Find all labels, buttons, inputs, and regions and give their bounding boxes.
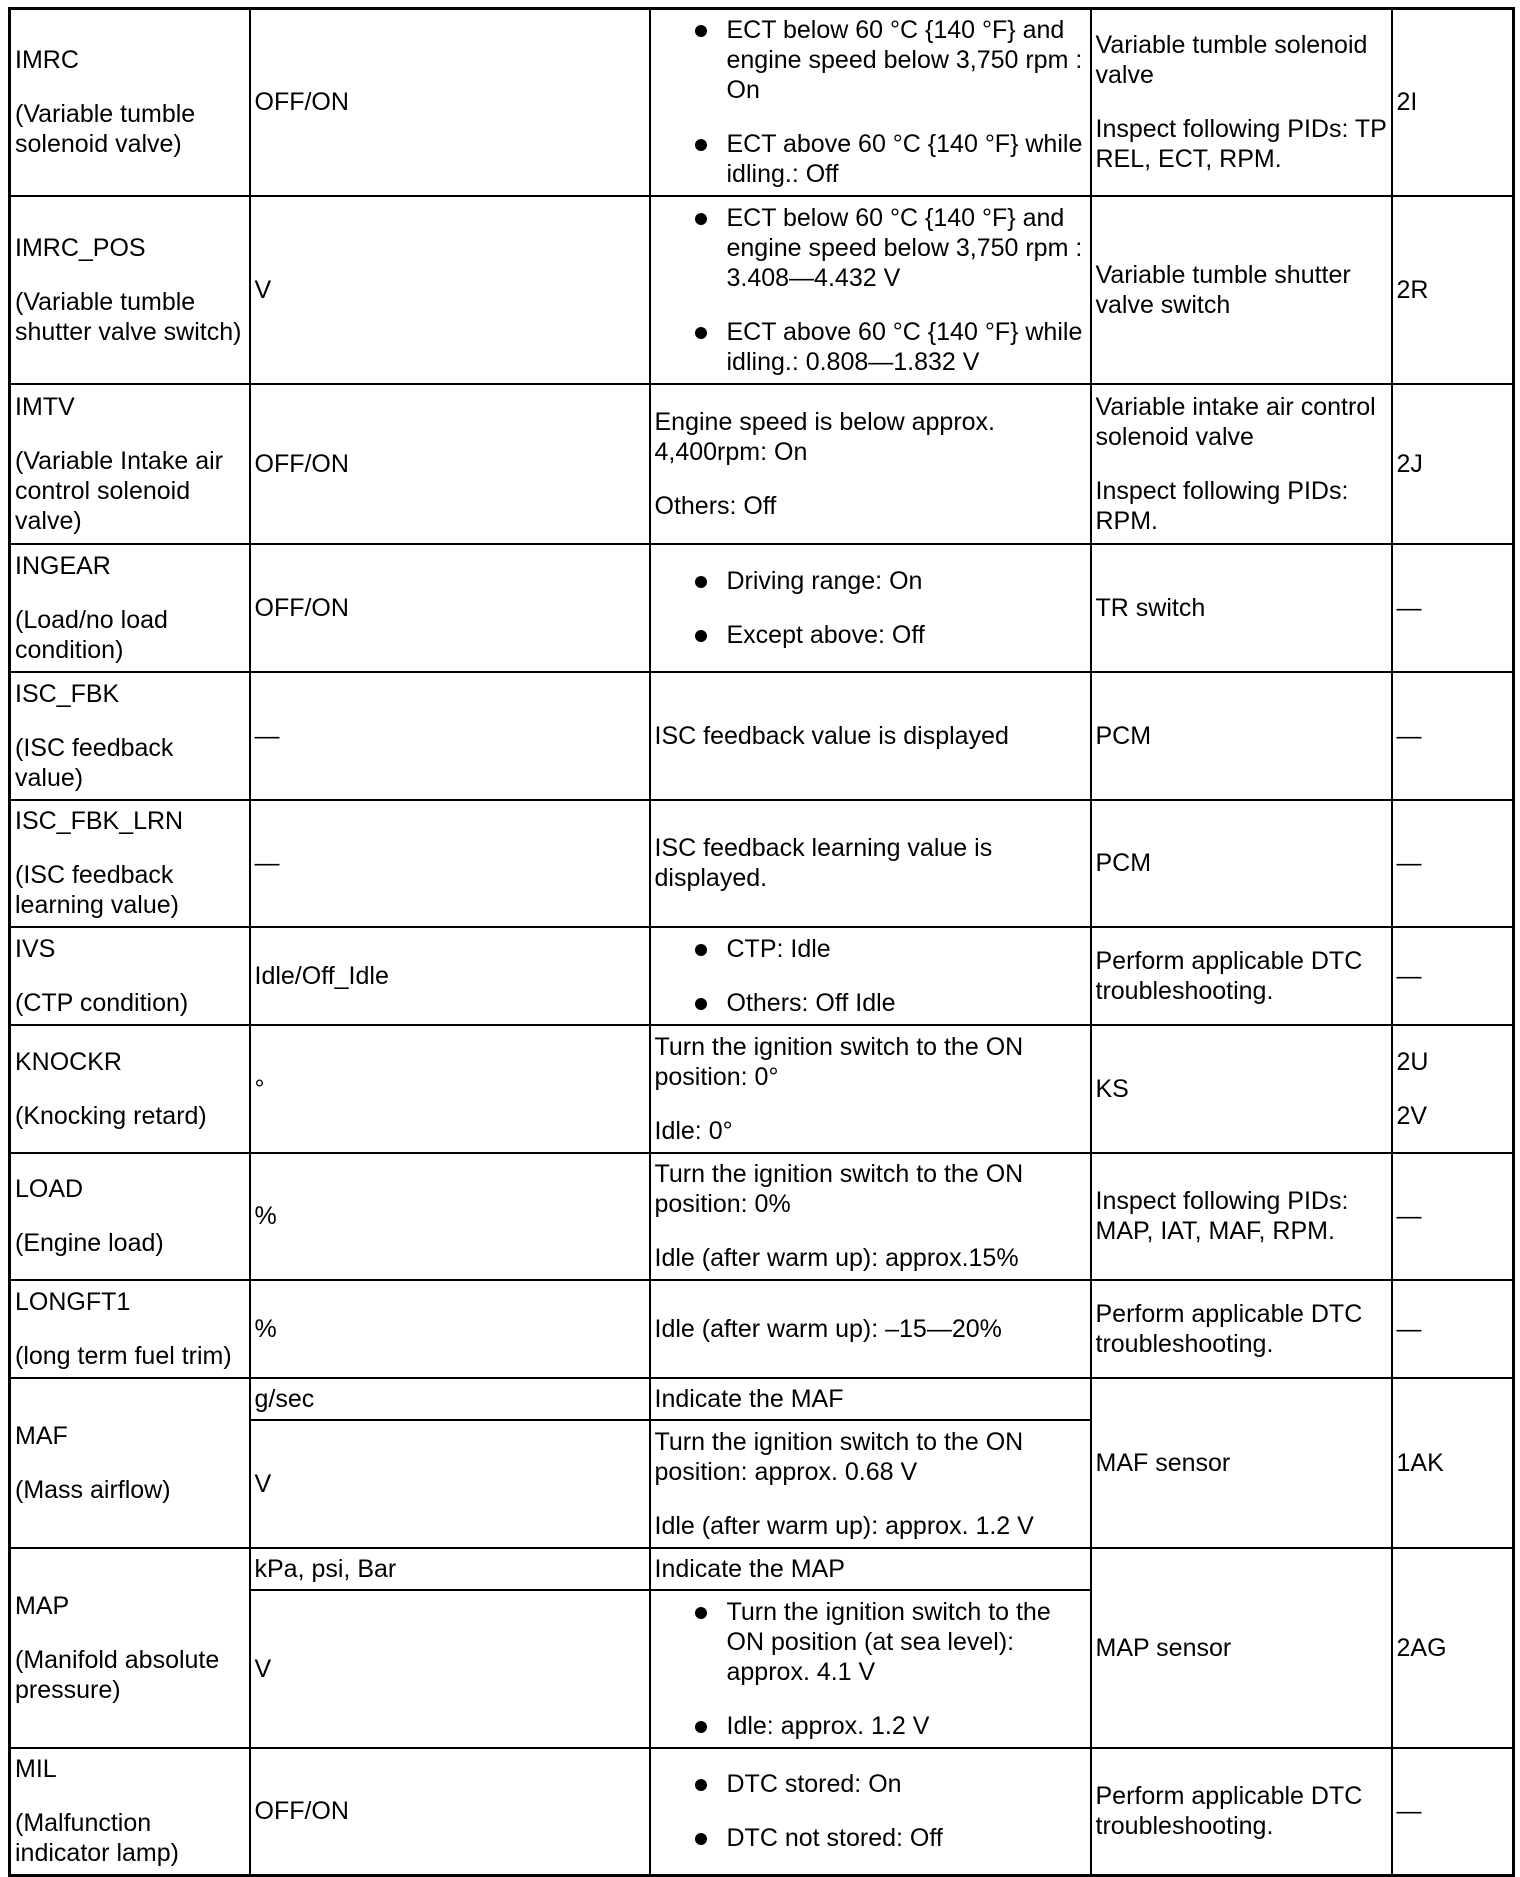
pid-description: (Variable tumble shutter valve switch) bbox=[15, 287, 242, 346]
pid-cell bbox=[10, 927, 250, 1025]
terminal-code: 2U bbox=[1396, 1047, 1429, 1076]
action-text: TR switch bbox=[1095, 593, 1206, 622]
pid-cell bbox=[10, 672, 250, 800]
condition-item: Driving range: On bbox=[727, 566, 1086, 596]
terminal-cell: 2I bbox=[1392, 9, 1514, 196]
condition-item: ECT below 60 °C {140 °F} and engine speed below 3,750 rpm : On bbox=[727, 15, 1086, 105]
action-cell bbox=[1091, 544, 1392, 672]
terminal-cell: 1AK bbox=[1392, 1378, 1514, 1548]
pid-table bbox=[8, 7, 1515, 1877]
unit-cell: ° bbox=[250, 1025, 650, 1153]
pid-description: (Load/no load condition) bbox=[15, 605, 168, 664]
condition-item: DTC not stored: Off bbox=[727, 1823, 1086, 1853]
pid-name: ISC_FBK_LRN bbox=[15, 807, 184, 835]
pid-name: MAF bbox=[15, 1421, 68, 1450]
condition-text: Turn the ignition switch to the ON position: 0% bbox=[654, 1160, 1024, 1218]
action-cell bbox=[1091, 672, 1392, 800]
condition-text: Idle (after warm up): approx.15% bbox=[654, 1244, 1019, 1272]
unit-cell: V bbox=[250, 196, 650, 384]
pid-description: (Engine load) bbox=[15, 1229, 164, 1257]
pid-description: (Knocking retard) bbox=[15, 1101, 207, 1130]
condition-text: Engine speed is below approx. 4,400rpm: On bbox=[654, 407, 996, 466]
action-text: Perform applicable DTC troubleshooting. bbox=[1095, 1299, 1363, 1358]
condition-item: Idle: approx. 1.2 V bbox=[727, 1711, 1086, 1741]
action-cell bbox=[1091, 1548, 1392, 1748]
pid-cell bbox=[10, 1748, 250, 1876]
condition-item: ECT below 60 °C {140 °F} and engine speed below 3,750 rpm : 3.408—4.432 V bbox=[727, 203, 1086, 293]
action-cell bbox=[1091, 1025, 1392, 1153]
pid-name: INGEAR bbox=[15, 551, 111, 580]
condition-cell bbox=[650, 544, 1091, 672]
condition-text: ISC feedback learning value is displayed. bbox=[654, 834, 993, 892]
terminal-cell: 2J bbox=[1392, 384, 1514, 544]
pid-cell bbox=[10, 800, 250, 927]
unit-cell: Idle/Off_Idle bbox=[250, 927, 650, 1025]
pid-description: (long term fuel trim) bbox=[15, 1341, 232, 1370]
terminal-cell: 2R bbox=[1392, 196, 1514, 384]
terminal-cell: — bbox=[1392, 1280, 1514, 1378]
table-row bbox=[10, 800, 1514, 927]
table-row bbox=[10, 1280, 1514, 1378]
terminal-cell: — bbox=[1392, 1153, 1514, 1280]
action-text: MAP sensor bbox=[1095, 1633, 1232, 1662]
action-text: Variable tumble shutter valve switch bbox=[1095, 260, 1351, 319]
pid-cell bbox=[10, 1153, 250, 1280]
condition-cell bbox=[650, 1590, 1091, 1748]
table-row bbox=[10, 196, 1514, 384]
condition-cell bbox=[650, 800, 1091, 927]
terminal-cell bbox=[1392, 1025, 1514, 1153]
pid-cell bbox=[10, 1280, 250, 1378]
action-cell bbox=[1091, 1153, 1392, 1280]
unit-cell: % bbox=[250, 1280, 650, 1378]
condition-text: Turn the ignition switch to the ON position: approx. 0.68 V bbox=[654, 1427, 1024, 1486]
unit-cell: V bbox=[250, 1420, 650, 1548]
unit-cell: % bbox=[250, 1153, 650, 1280]
action-text: MAF sensor bbox=[1095, 1448, 1231, 1477]
unit-cell: kPa, psi, Bar bbox=[250, 1548, 650, 1590]
condition-text: Indicate the MAP bbox=[654, 1554, 845, 1583]
pid-description: (ISC feedback learning value) bbox=[15, 861, 179, 919]
condition-text: Turn the ignition switch to the ON position: 0° bbox=[654, 1032, 1024, 1091]
pid-name: KNOCKR bbox=[15, 1047, 122, 1076]
condition-cell bbox=[650, 1748, 1091, 1876]
unit-cell: OFF/ON bbox=[250, 1748, 650, 1876]
table-row bbox=[10, 1153, 1514, 1280]
pid-name: MAP bbox=[15, 1591, 70, 1620]
pid-name: LOAD bbox=[15, 1175, 84, 1203]
unit-cell: OFF/ON bbox=[250, 544, 650, 672]
pid-cell bbox=[10, 9, 250, 196]
action-text: Perform applicable DTC troubleshooting. bbox=[1095, 946, 1363, 1005]
pid-description: (Variable Intake air control solenoid valve) bbox=[15, 446, 223, 535]
condition-item: Turn the ignition switch to the ON position (at sea level): approx. 4.1 V bbox=[727, 1597, 1086, 1687]
action-cell bbox=[1091, 196, 1392, 384]
action-cell bbox=[1091, 1748, 1392, 1876]
unit-cell: g/sec bbox=[250, 1378, 650, 1420]
pid-cell bbox=[10, 1378, 250, 1548]
pid-description: (Variable tumble solenoid valve) bbox=[15, 100, 196, 159]
condition-item: ECT above 60 °C {140 °F} while idling.: 0.808—1.832 V bbox=[727, 317, 1086, 377]
terminal-cell: — bbox=[1392, 672, 1514, 800]
condition-item: CTP: Idle bbox=[727, 934, 1086, 964]
unit-cell: — bbox=[250, 672, 650, 800]
pid-name: MIL bbox=[15, 1755, 57, 1784]
pid-description: (Manifold absolute pressure) bbox=[15, 1645, 220, 1704]
condition-cell bbox=[650, 1378, 1091, 1420]
action-text: PCM bbox=[1095, 849, 1152, 877]
condition-cell bbox=[650, 1420, 1091, 1548]
unit-cell: V bbox=[250, 1590, 650, 1748]
condition-item: Others: Off Idle bbox=[727, 988, 1086, 1018]
unit-cell: OFF/ON bbox=[250, 384, 650, 544]
pid-name: ISC_FBK bbox=[15, 679, 120, 708]
action-cell bbox=[1091, 927, 1392, 1025]
condition-cell bbox=[650, 1548, 1091, 1590]
table-row bbox=[10, 544, 1514, 672]
condition-cell bbox=[650, 672, 1091, 800]
condition-text: Idle: 0° bbox=[654, 1116, 733, 1145]
terminal-cell: — bbox=[1392, 544, 1514, 672]
pid-description: (Mass airflow) bbox=[15, 1475, 171, 1504]
condition-cell bbox=[650, 1153, 1091, 1280]
unit-cell: OFF/ON bbox=[250, 9, 650, 196]
condition-item: ECT above 60 °C {140 °F} while idling.: Off bbox=[727, 129, 1086, 189]
pid-cell bbox=[10, 196, 250, 384]
terminal-code: 2V bbox=[1396, 1101, 1428, 1130]
table-row bbox=[10, 384, 1514, 544]
table-row bbox=[10, 1025, 1514, 1153]
action-cell bbox=[1091, 1378, 1392, 1548]
pid-cell bbox=[10, 1025, 250, 1153]
terminal-cell: — bbox=[1392, 800, 1514, 927]
table-row bbox=[10, 672, 1514, 800]
condition-cell bbox=[650, 1025, 1091, 1153]
pid-cell bbox=[10, 1548, 250, 1748]
action-cell bbox=[1091, 9, 1392, 196]
condition-text: Others: Off bbox=[654, 491, 777, 520]
condition-text: Idle (after warm up): approx. 1.2 V bbox=[654, 1511, 1034, 1540]
pid-name: IMRC_POS bbox=[15, 233, 146, 262]
pid-name: LONGFT1 bbox=[15, 1287, 131, 1316]
condition-cell bbox=[650, 196, 1091, 384]
pid-name: IMTV bbox=[15, 392, 75, 421]
condition-text: Indicate the MAF bbox=[654, 1384, 844, 1413]
condition-text: ISC feedback value is displayed bbox=[654, 721, 1009, 750]
table-row bbox=[10, 1748, 1514, 1876]
pid-name: IVS bbox=[15, 934, 56, 963]
pid-description: (Malfunction indicator lamp) bbox=[15, 1809, 179, 1868]
table-row bbox=[10, 1548, 1514, 1590]
condition-item: Except above: Off bbox=[727, 620, 1086, 650]
action-cell bbox=[1091, 800, 1392, 927]
action-text: Inspect following PIDs: TP REL, ECT, RPM. bbox=[1095, 115, 1387, 174]
condition-text: Idle (after warm up): –15—20% bbox=[654, 1314, 1002, 1343]
action-text: Perform applicable DTC troubleshooting. bbox=[1095, 1782, 1363, 1841]
condition-cell bbox=[650, 9, 1091, 196]
condition-cell bbox=[650, 384, 1091, 544]
pid-cell bbox=[10, 384, 250, 544]
action-text: Variable intake air control solenoid valve bbox=[1095, 392, 1376, 451]
action-cell bbox=[1091, 384, 1392, 544]
action-text: Inspect following PIDs: MAP, IAT, MAF, RPM. bbox=[1095, 1187, 1349, 1245]
pid-cell bbox=[10, 544, 250, 672]
table-row bbox=[10, 927, 1514, 1025]
condition-item: DTC stored: On bbox=[727, 1769, 1086, 1799]
table-row bbox=[10, 1378, 1514, 1420]
terminal-cell: — bbox=[1392, 1748, 1514, 1876]
pid-name: IMRC bbox=[15, 46, 79, 75]
condition-cell bbox=[650, 927, 1091, 1025]
condition-cell bbox=[650, 1280, 1091, 1378]
action-text: PCM bbox=[1095, 721, 1152, 750]
action-text: Inspect following PIDs: RPM. bbox=[1095, 476, 1349, 535]
pid-description: (ISC feedback value) bbox=[15, 733, 174, 792]
table-row bbox=[10, 9, 1514, 196]
terminal-cell: 2AG bbox=[1392, 1548, 1514, 1748]
action-text: KS bbox=[1095, 1074, 1129, 1103]
pid-description: (CTP condition) bbox=[15, 988, 189, 1017]
unit-cell: — bbox=[250, 800, 650, 927]
action-cell bbox=[1091, 1280, 1392, 1378]
action-text: Variable tumble solenoid valve bbox=[1095, 31, 1368, 90]
terminal-cell: — bbox=[1392, 927, 1514, 1025]
